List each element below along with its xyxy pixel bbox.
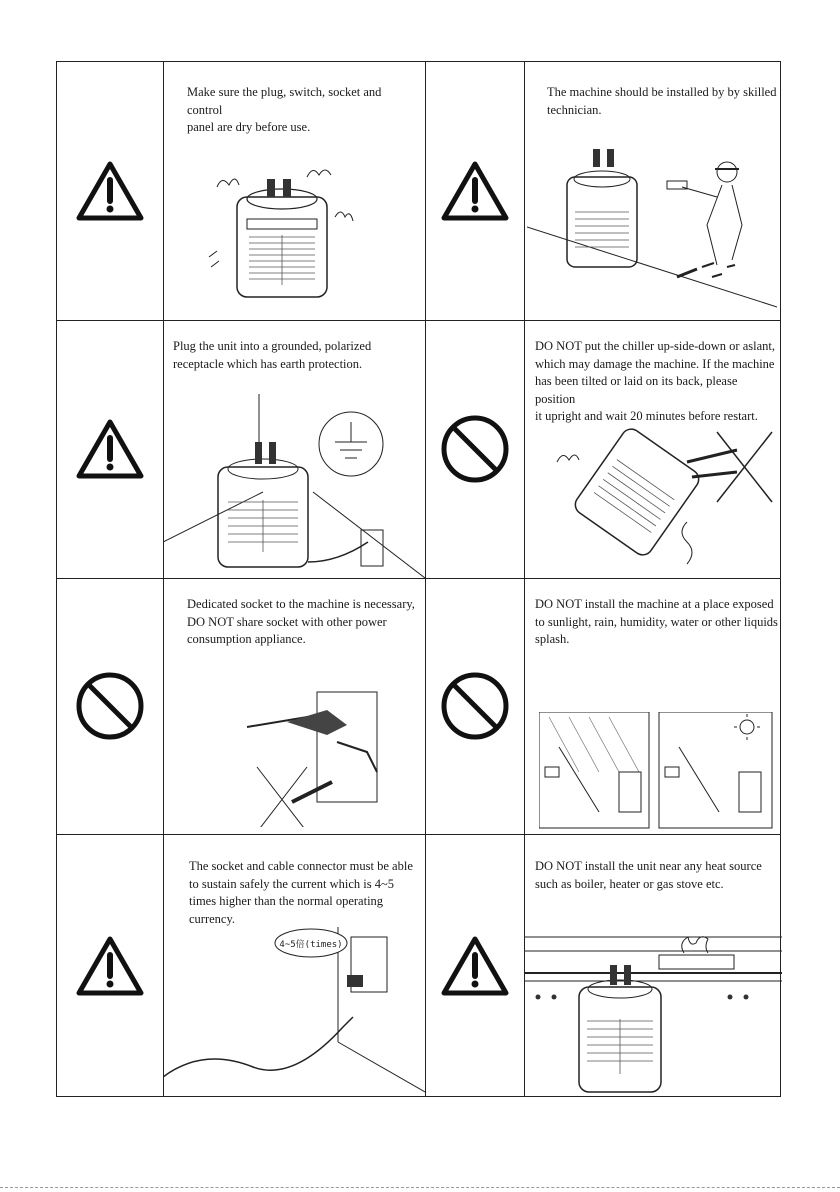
instruction-text: The machine should be installed by by skilled technician. bbox=[547, 85, 777, 117]
heat-source-illustration bbox=[524, 929, 782, 1097]
instruction-text: The socket and cable connector must be able to sustain safely the current which is 4~5 times higher than the normal operating currency. bbox=[189, 859, 413, 926]
warning-cell bbox=[425, 834, 524, 1098]
chiller-tilted-illustration bbox=[537, 422, 777, 572]
grid-divider bbox=[57, 834, 780, 835]
prohibition-cell bbox=[57, 578, 163, 834]
prohibition-circle-icon bbox=[440, 414, 510, 484]
warning-triangle-icon bbox=[440, 160, 510, 222]
technician-install-illustration bbox=[527, 137, 777, 317]
prohibition-circle-icon bbox=[440, 671, 510, 741]
warning-cell bbox=[57, 834, 163, 1098]
callout-label: 4~5倍(times) bbox=[279, 940, 343, 950]
grid-divider bbox=[57, 578, 780, 579]
instruction-text: DO NOT install the unit near any heat source such as boiler, heater or gas stove etc. bbox=[535, 859, 762, 891]
instruction-text: Plug the unit into a grounded, polarized receptacle which has earth protection. bbox=[173, 339, 372, 371]
instruction-text: DO NOT install the machine at a place exposed to sunlight, rain, humidity, water or other liquids splash. bbox=[535, 597, 778, 646]
cable-current-illustration bbox=[163, 927, 425, 1095]
warning-triangle-icon bbox=[75, 160, 145, 222]
chiller-wet-illustration bbox=[207, 157, 357, 307]
safety-instructions-sheet bbox=[56, 61, 781, 1097]
warning-cell bbox=[57, 62, 163, 320]
weather-exposure-illustration bbox=[539, 712, 775, 832]
grounded-socket-illustration bbox=[163, 392, 425, 578]
prohibition-circle-icon bbox=[75, 671, 145, 741]
instruction-text: DO NOT put the chiller up-side-down or aslant, which may damage the machine. If the machine has been tilted or laid on its back, please position it upright and wait 20 minutes before restart. bbox=[535, 339, 775, 423]
instruction-text: Dedicated socket to the machine is necessary, DO NOT share socket with other power consumption appliance. bbox=[187, 597, 415, 646]
prohibition-cell bbox=[425, 578, 524, 834]
shared-socket-illustration bbox=[247, 687, 397, 827]
warning-triangle-icon bbox=[75, 418, 145, 480]
prohibition-cell bbox=[425, 320, 524, 578]
warning-cell bbox=[425, 62, 524, 320]
grid-divider bbox=[57, 320, 780, 321]
warning-triangle-icon bbox=[440, 935, 510, 997]
warning-cell bbox=[57, 320, 163, 578]
warning-triangle-icon bbox=[75, 935, 145, 997]
page-edge-rule bbox=[0, 1187, 840, 1192]
instruction-text: Make sure the plug, switch, socket and control panel are dry before use. bbox=[187, 85, 382, 134]
